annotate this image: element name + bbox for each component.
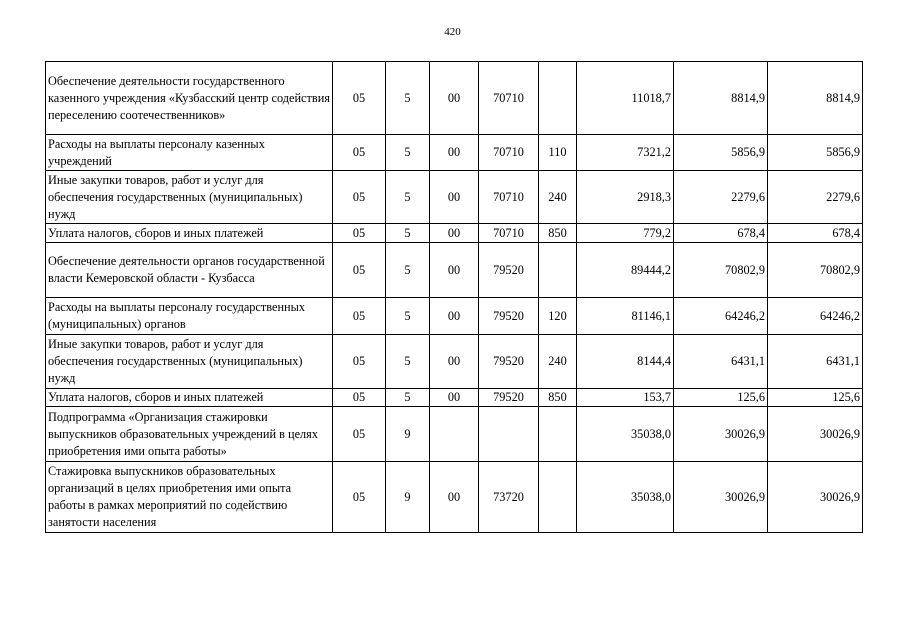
row-amount-1: 2918,3 (577, 171, 674, 224)
row-amount-3: 64246,2 (768, 298, 863, 335)
row-subsection: 5 (386, 135, 430, 171)
row-direction: 70710 (479, 171, 539, 224)
row-program: 00 (430, 335, 479, 389)
row-amount-1: 11018,7 (577, 62, 674, 135)
row-expense-type: 110 (539, 135, 577, 171)
row-name: Иные закупки товаров, работ и услуг для обеспечения государственных (муниципальных) нужд (46, 171, 333, 224)
row-program: 00 (430, 224, 479, 243)
row-program: 00 (430, 171, 479, 224)
table-row (46, 389, 863, 407)
row-direction: 70710 (479, 135, 539, 171)
row-name: Уплата налогов, сборов и иных платежей (46, 224, 333, 243)
table-row (46, 62, 863, 135)
row-direction: 79520 (479, 298, 539, 335)
row-amount-3: 8814,9 (768, 62, 863, 135)
row-name: Обеспечение деятельности органов государственной власти Кемеровской области - Кузбасса (46, 243, 333, 298)
row-expense-type (539, 407, 577, 462)
row-amount-2: 6431,1 (674, 335, 768, 389)
row-amount-1: 35038,0 (577, 407, 674, 462)
row-subsection: 5 (386, 298, 430, 335)
row-subsection: 5 (386, 62, 430, 135)
row-section: 05 (333, 335, 386, 389)
row-name: Уплата налогов, сборов и иных платежей (46, 389, 333, 407)
row-subsection: 5 (386, 224, 430, 243)
row-name: Подпрограмма «Организация стажировки выпускников образовательных учреждений в целях приобретения ими опыта работы» (46, 407, 333, 462)
row-section: 05 (333, 243, 386, 298)
row-expense-type (539, 243, 577, 298)
row-program: 00 (430, 298, 479, 335)
row-subsection: 5 (386, 389, 430, 407)
row-direction: 70710 (479, 62, 539, 135)
row-amount-2: 70802,9 (674, 243, 768, 298)
row-direction: 70710 (479, 224, 539, 243)
row-expense-type: 240 (539, 335, 577, 389)
row-direction: 79520 (479, 389, 539, 407)
row-amount-2: 2279,6 (674, 171, 768, 224)
row-name: Расходы на выплаты персоналу казенных учреждений (46, 135, 333, 171)
row-expense-type: 850 (539, 224, 577, 243)
table-row (46, 462, 863, 533)
row-section: 05 (333, 298, 386, 335)
row-program: 00 (430, 389, 479, 407)
row-section: 05 (333, 135, 386, 171)
row-direction: 79520 (479, 243, 539, 298)
row-amount-2: 125,6 (674, 389, 768, 407)
row-program (430, 407, 479, 462)
row-direction: 79520 (479, 335, 539, 389)
table-row (46, 298, 863, 335)
row-amount-1: 8144,4 (577, 335, 674, 389)
row-amount-1: 779,2 (577, 224, 674, 243)
row-subsection: 9 (386, 462, 430, 533)
row-expense-type: 240 (539, 171, 577, 224)
row-amount-3: 678,4 (768, 224, 863, 243)
row-section: 05 (333, 389, 386, 407)
row-program: 00 (430, 62, 479, 135)
row-amount-2: 5856,9 (674, 135, 768, 171)
row-direction (479, 407, 539, 462)
row-section: 05 (333, 62, 386, 135)
row-section: 05 (333, 171, 386, 224)
row-subsection: 9 (386, 407, 430, 462)
row-section: 05 (333, 462, 386, 533)
row-amount-1: 35038,0 (577, 462, 674, 533)
row-amount-3: 70802,9 (768, 243, 863, 298)
row-name: Обеспечение деятельности государственного казенного учреждения «Кузбасский центр содействия переселению соотечественников» (46, 62, 333, 135)
row-name: Стажировка выпускников образовательных организаций в целях приобретения ими опыта работы в рамках мероприятий по содействию занятости населения (46, 462, 333, 533)
row-name: Расходы на выплаты персоналу государственных (муниципальных) органов (46, 298, 333, 335)
row-amount-3: 2279,6 (768, 171, 863, 224)
table-row (46, 407, 863, 462)
table-row (46, 171, 863, 224)
row-direction: 73720 (479, 462, 539, 533)
page-number: 420 (444, 26, 461, 38)
row-section: 05 (333, 407, 386, 462)
row-amount-2: 30026,9 (674, 462, 768, 533)
row-expense-type: 850 (539, 389, 577, 407)
row-subsection: 5 (386, 243, 430, 298)
row-section: 05 (333, 224, 386, 243)
row-expense-type (539, 62, 577, 135)
row-amount-2: 64246,2 (674, 298, 768, 335)
row-amount-1: 81146,1 (577, 298, 674, 335)
table-row (46, 335, 863, 389)
row-amount-2: 30026,9 (674, 407, 768, 462)
row-program: 00 (430, 243, 479, 298)
row-amount-3: 6431,1 (768, 335, 863, 389)
budget-table (45, 61, 863, 533)
row-amount-2: 678,4 (674, 224, 768, 243)
row-amount-3: 125,6 (768, 389, 863, 407)
row-subsection: 5 (386, 335, 430, 389)
table-row (46, 135, 863, 171)
row-amount-1: 7321,2 (577, 135, 674, 171)
table-row (46, 243, 863, 298)
row-program: 00 (430, 462, 479, 533)
row-amount-3: 30026,9 (768, 407, 863, 462)
row-expense-type (539, 462, 577, 533)
row-amount-3: 5856,9 (768, 135, 863, 171)
row-name: Иные закупки товаров, работ и услуг для обеспечения государственных (муниципальных) нужд (46, 335, 333, 389)
row-amount-2: 8814,9 (674, 62, 768, 135)
row-program: 00 (430, 135, 479, 171)
row-expense-type: 120 (539, 298, 577, 335)
row-amount-1: 153,7 (577, 389, 674, 407)
table-row (46, 224, 863, 243)
row-subsection: 5 (386, 171, 430, 224)
row-amount-1: 89444,2 (577, 243, 674, 298)
row-amount-3: 30026,9 (768, 462, 863, 533)
